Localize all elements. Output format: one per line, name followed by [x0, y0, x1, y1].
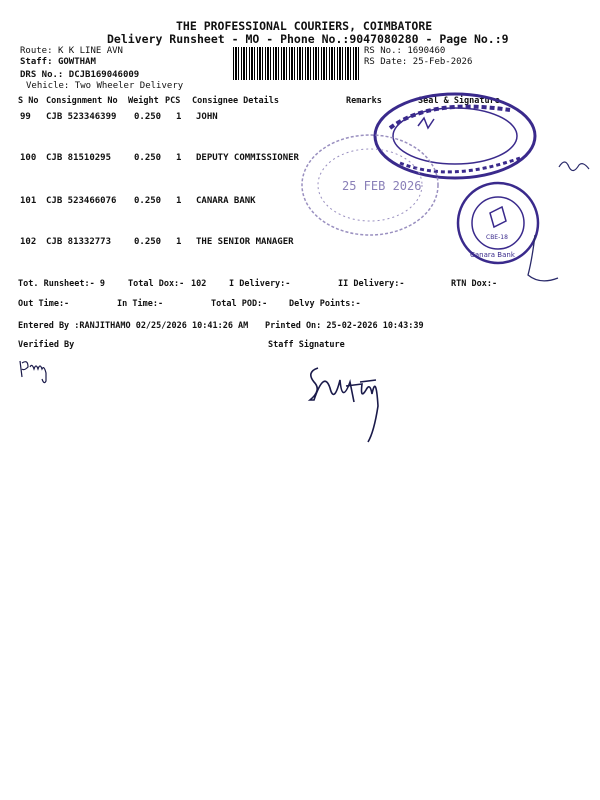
bank-seal-branch: CBE-18	[486, 234, 508, 241]
row-sno: 99	[20, 112, 31, 122]
row-weight: 0.250	[134, 237, 162, 247]
row-consignment: CJB 81510295	[46, 153, 112, 163]
total-runsheet: Tot. Runsheet:- 9	[18, 279, 105, 289]
header-seal-signature: Seal & Signature	[418, 96, 500, 106]
bank-seal-text: Canara Bank	[470, 251, 515, 259]
row-consignee: THE SENIOR MANAGER	[196, 237, 294, 247]
corner-signature	[555, 155, 595, 180]
company-title: THE PROFESSIONAL COURIERS, COIMBATORE	[176, 19, 433, 33]
row-sno: 101	[20, 196, 37, 206]
delvy-points: Delvy Points:-	[289, 299, 361, 309]
staff-value: GOWTHAM	[57, 57, 96, 67]
staff-row	[20, 57, 96, 67]
rs-date-value: 25-Feb-2026	[412, 57, 473, 67]
drs-value: DCJB169046009	[68, 70, 140, 80]
row-consignee: CANARA BANK	[196, 196, 256, 206]
i-delivery: I Delivery:-	[229, 279, 291, 289]
vehicle-value: Two Wheeler Delivery	[74, 81, 184, 91]
out-time: Out Time:-	[18, 299, 70, 309]
header-remarks: Remarks	[346, 96, 382, 106]
vehicle-row	[26, 81, 183, 91]
row-consignment: CJB 523466076	[46, 196, 117, 206]
rs-no-label: RS No.:	[364, 46, 402, 56]
row-weight: 0.250	[134, 112, 162, 122]
row-weight: 0.250	[134, 196, 162, 206]
total-dox-label: Total Dox:-	[128, 279, 185, 289]
route-row	[20, 46, 123, 56]
date-stamp-text: 25 FEB 2026	[342, 179, 422, 193]
runsheet-subtitle: Delivery Runsheet - MO - Phone No.:9047080280 - Page No.:9	[107, 32, 509, 46]
header-sno: S No	[18, 96, 39, 106]
row-pcs: 1	[176, 153, 182, 163]
staff-label: Staff:	[20, 57, 53, 67]
ii-delivery: II Delivery:-	[338, 279, 405, 289]
drs-label: DRS No.:	[20, 70, 64, 80]
rs-no-value: 1690460	[407, 46, 446, 56]
row-pcs: 1	[176, 196, 182, 206]
row-sno: 100	[20, 153, 37, 163]
route-label: Route:	[20, 46, 53, 56]
printed-on: Printed On: 25-02-2026 10:43:39	[265, 321, 424, 331]
row-consignee: JOHN	[196, 112, 218, 122]
staff-signature	[300, 360, 410, 445]
total-dox-value: 102	[191, 279, 207, 289]
verified-by-label: Verified By	[18, 340, 75, 350]
row-pcs: 1	[176, 112, 182, 122]
rtn-dox: RTN Dox:-	[451, 279, 498, 289]
drs-row	[20, 70, 139, 80]
row-weight: 0.250	[134, 153, 162, 163]
header-consignee: Consignee Details	[192, 96, 279, 106]
rs-date-label: RS Date:	[364, 57, 408, 67]
vehicle-label: Vehicle:	[26, 81, 70, 91]
bank-signature	[440, 230, 590, 300]
entered-by: Entered By :RANJITHAMO 02/25/2026 10:41:26 AM	[18, 321, 249, 331]
rs-date-row	[364, 57, 472, 67]
row-consignment: CJB 523346399	[46, 112, 117, 122]
header-consignment: Consignment No	[46, 96, 118, 106]
rs-no-row	[364, 46, 445, 56]
row-consignment: CJB 81332773	[46, 237, 112, 247]
in-time: In Time:-	[117, 299, 164, 309]
date-stamp	[300, 130, 450, 240]
verifier-signature	[16, 355, 66, 390]
row-consignee: DEPUTY COMMISSIONER	[196, 153, 299, 163]
row-pcs: 1	[176, 237, 182, 247]
barcode	[233, 47, 359, 80]
row-sno: 102	[20, 237, 37, 247]
route-value: K K LINE AVN	[57, 46, 123, 56]
header-pcs: PCS	[165, 96, 181, 106]
staff-signature-label: Staff Signature	[268, 340, 345, 350]
header-weight: Weight	[128, 96, 159, 106]
total-pod: Total POD:-	[211, 299, 268, 309]
